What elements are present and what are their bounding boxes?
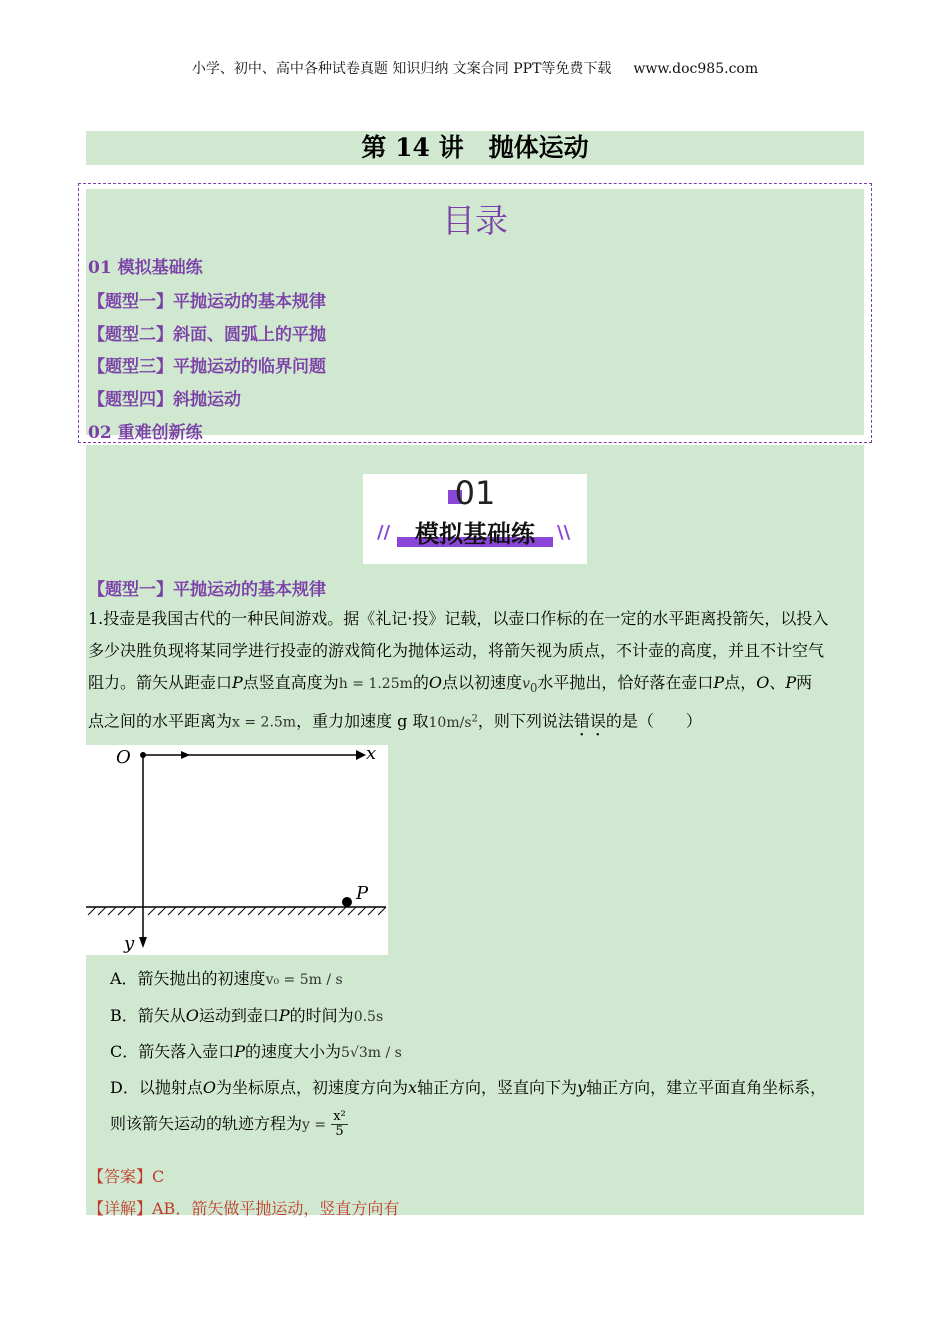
slash-icon: //: [377, 522, 391, 543]
question-line-4: 点之间的水平距离为x = 2.5m，重力加速度 g 取$10m/s^2$，则下列说法错误的是（ ）: [88, 711, 702, 731]
x-axis-label: x: [366, 745, 377, 764]
toc-body: [86, 189, 864, 443]
lecture-title: 第 14 讲 抛体运动: [86, 131, 864, 165]
answer-label: 【答案】C: [88, 1167, 165, 1186]
height-formula: h = 1.25m: [338, 676, 413, 692]
toc-item[interactable]: 【题型二】斜面、圆弧上的平抛: [88, 325, 326, 345]
option-d[interactable]: D．以抛射点O为坐标原点，初速度方向为x轴正方向，竖直向下为y轴正方向，建立平面直角坐标系，: [110, 1078, 827, 1097]
question-line-2: 多少决胜负现将某同学进行投壶的游戏简化为抛体运动，将箭矢视为质点，不计壶的高度，并且不计空气: [88, 641, 825, 660]
backslash-icon: \\: [557, 522, 571, 543]
trajectory-fraction: $\frac{\text{x²}}{5}$: [333, 1109, 346, 1139]
section-heading: 【题型一】平抛运动的基本规律: [88, 580, 326, 600]
y-axis-label: y: [124, 933, 135, 954]
toc-item[interactable]: 02 重难创新练: [88, 423, 203, 443]
banner-label: 模拟基础练: [415, 520, 535, 548]
emphasized-word: 错误: [573, 711, 606, 731]
content-area: [86, 445, 864, 1218]
question-line-3: 阻力。箭矢从距壶口P点竖直高度为h = 1.25m的O点以初速度$v_0$水平抛出，恰好落在壶口P点，O、P两: [88, 673, 813, 695]
gravity-value: $10m/s^2$: [428, 713, 478, 731]
banner-number: 01: [454, 474, 496, 512]
toc-item[interactable]: 01 模拟基础练: [88, 258, 203, 278]
page-header: [0, 58, 950, 78]
toc-item[interactable]: 【题型四】斜抛运动: [88, 390, 241, 410]
coordinate-diagram: [86, 745, 388, 955]
header-text: 小学、初中、高中各种试卷真题 知识归纳 文案合同 PPT等免费下载: [191, 61, 612, 77]
toc-heading: 目录: [442, 201, 508, 240]
table-of-contents: [78, 183, 872, 443]
projectile-figure: [86, 745, 388, 955]
toc-item[interactable]: 【题型一】平抛运动的基本规律: [88, 292, 326, 312]
header-url[interactable]: www.doc985.com: [633, 61, 759, 77]
initial-velocity-symbol: $v_0$: [522, 676, 538, 695]
option-a[interactable]: A．箭矢抛出的初速度v₀ = 5m / s: [110, 969, 343, 988]
section-banner: [363, 474, 587, 564]
option-b[interactable]: B．箭矢从O运动到壶口P的时间为0.5s: [110, 1006, 384, 1025]
option-d-line-2: 则该箭矢运动的轨迹方程为y = $\frac{\text{x²}}{5}$: [110, 1109, 346, 1139]
question-line-1: 1.投壶是我国古代的一种民间游戏。据《礼记·投》记载，以壶口作标的在一定的水平距离投箭矢，以投入: [88, 609, 829, 628]
origin-label: O: [116, 747, 131, 768]
toc-item[interactable]: 【题型三】平抛运动的临界问题: [88, 357, 326, 377]
distance-formula: x = 2.5m: [232, 714, 297, 731]
option-c[interactable]: C．箭矢落入壶口P的速度大小为5√3m / s: [110, 1042, 402, 1061]
answer-detail: 【详解】AB．箭矢做平抛运动，竖直方向有: [88, 1199, 400, 1218]
point-label: P: [356, 883, 369, 904]
